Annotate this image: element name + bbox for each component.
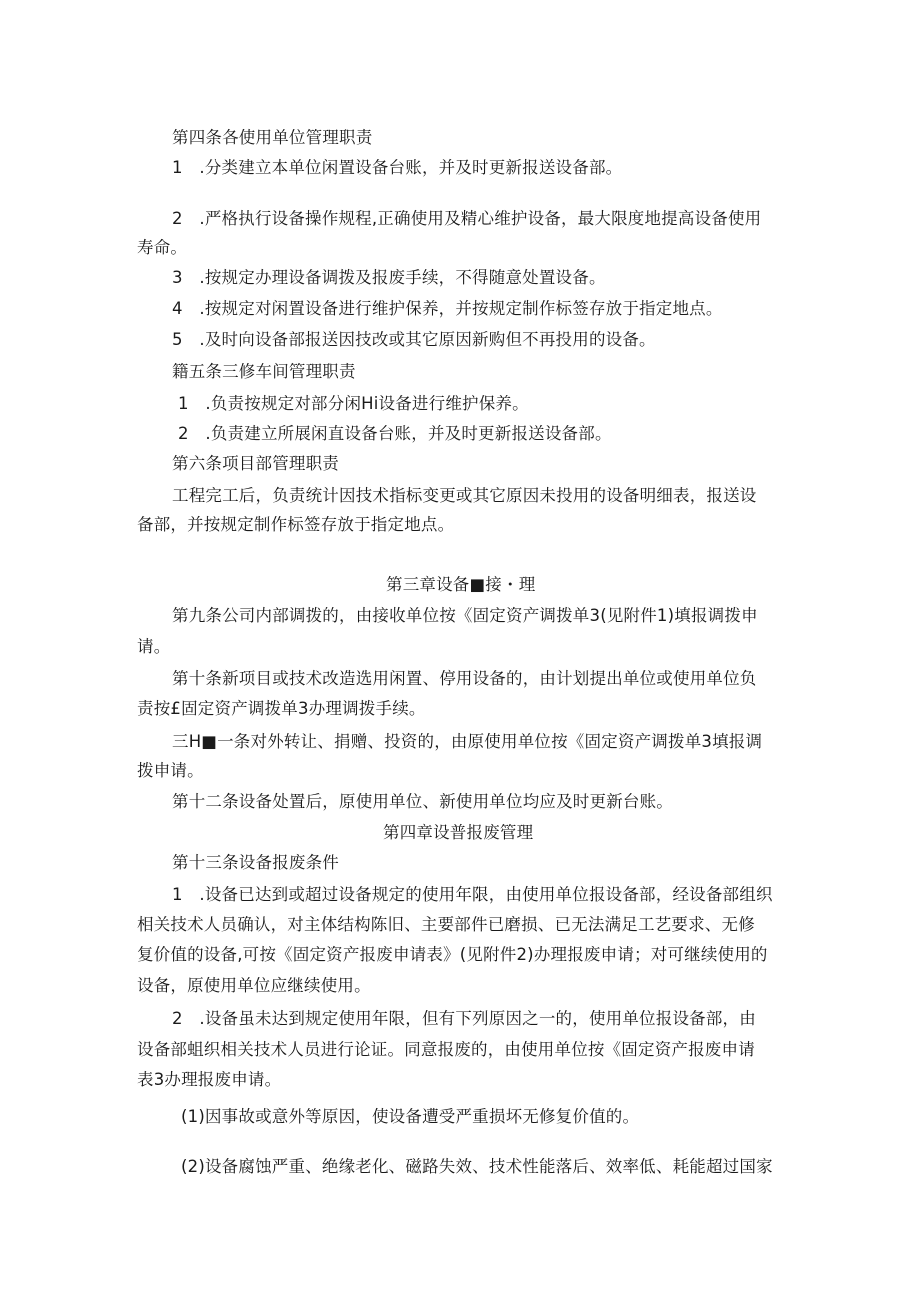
article-13-item-1: 1 .设备已达到或超过设备规定的使用年限，由使用单位报设备部，经设备部组织 [172, 885, 773, 904]
article-9-text-cont: 请。 [137, 637, 171, 656]
article-6-heading: 第六条项目部管理职责 [172, 454, 339, 473]
article-4-heading: 第四条各使用单位管理职责 [172, 128, 373, 147]
article-12-text: 第十二条设备处置后，原使用单位、新使用单位均应及时更新台账。 [172, 792, 673, 811]
article-4-item-2-cont: 寿命。 [137, 238, 188, 257]
reason-2: (2)设备腐蚀严重、绝缘老化、磁路失效、技术性能落后、效率低、耗能超过国家 [181, 1157, 773, 1176]
article-4-item-4: 4 .按规定对闲置设备进行维护保养，并按规定制作标签存放于指定地点。 [172, 299, 723, 318]
article-6-text: 工程完工后，负责统计因技术指标变更或其它原因未投用的设备明细表，报送设 [172, 486, 757, 505]
chapter-4-title: 第四章设普报废管理 [383, 823, 534, 842]
article-9-text: 第九条公司内部调拨的，由接收单位按《固定资产调拨单3(见附件1)填报调拨申 [172, 606, 758, 625]
article-4-item-2: 2 .严格执行设备操作规程,正确使用及精心维护设备，最大限度地提高设备使用 [172, 209, 762, 228]
article-13-item-2-cont-1: 设备部蛆织相关技术人员进行论证。同意报废的，由使用单位按《固定资产报废申请 [137, 1040, 755, 1059]
article-13-heading: 第十三条设备报废条件 [172, 853, 339, 872]
article-11-text: 三H■一条对外转让、捐赠、投资的，由原使用单位按《固定资产调拨单3填报调 [172, 732, 763, 751]
article-11-text-cont: 拨申请。 [137, 761, 204, 780]
article-5-item-2: 2 .负责建立所展闲直设备台账，并及时更新报送设备部。 [178, 424, 612, 443]
article-13-item-1-cont-2: 复价值的设备,可按《固定资产报废申请表》(见附件2)办理报废申请；对可继续使用的 [137, 945, 768, 964]
article-13-item-2-cont-2: 表3办理报废申请。 [137, 1070, 282, 1089]
article-5-item-1: 1 .负责按规定对部分闲Hi设备进行维护保养。 [178, 394, 529, 413]
article-4-item-1: 1 .分类建立本单位闲置设备台账，并及时更新报送设备部。 [172, 158, 623, 177]
article-5-heading: 籍五条三修车间管理职责 [172, 362, 356, 381]
article-4-item-3: 3 .按规定办理设备调拨及报废手续，不得随意处置设备。 [172, 268, 606, 287]
reason-1: (1)因事故或意外等原因，使设备遭受严重损坏无修复价值的。 [181, 1107, 640, 1126]
chapter-3-title: 第三章设备■接・理 [386, 575, 536, 594]
article-13-item-1-cont-1: 相关技术人员确认，对主体结构陈旧、主要部件已磨损、已无法满足工艺要求、无修 [137, 915, 755, 934]
article-13-item-2: 2 .设备虽未达到规定使用年限，但有下列原因之一的，使用单位报设备部，由 [172, 1009, 756, 1028]
article-6-text-cont: 备部，并按规定制作标签存放于指定地点。 [137, 515, 455, 534]
article-4-item-5: 5 .及时向设备部报送因技改或其它原因新购但不再投用的设备。 [172, 330, 656, 349]
article-10-text: 第十条新项目或技术改造选用闲置、停用设备的，由计划提出单位或使用单位负 [172, 669, 757, 688]
article-10-text-cont: 责按£固定资产调拨单3办理调拨手续。 [137, 699, 426, 718]
article-13-item-1-cont-3: 设备，原使用单位应继续使用。 [137, 976, 371, 995]
